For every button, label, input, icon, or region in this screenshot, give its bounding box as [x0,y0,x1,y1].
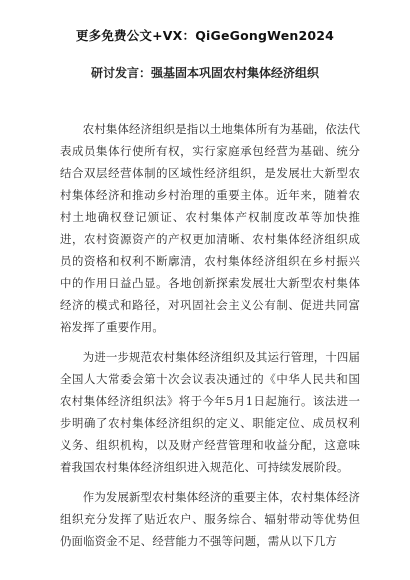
paragraph-2: 为进一步规范农村集体经济组织及其运行管理，十四届全国人大常委会第十次会议表决通过的《中华人民共和国农村集体经济组织法》将于今年5月1日起施行。该法进一步明确了农村集体经济组织的定义、职能定位、成员权利义务、组织机构，以及财产经营管理和收益分配，这意味着我国农村集体经济组织进入规范化、可持续发展阶段。 [60,350,360,474]
paragraph-3: 作为发展新型农村集体经济的重要主体，农村集体经济组织充分发挥了贴近农户、服务综合、辐射带动等优势但仍面临资金不足、经营能力不强等问题，需从以下几方 [60,490,360,548]
paragraph-1: 农村集体经济组织是指以土地集体所有为基础，依法代表成员集体行使所有权，实行家庭承包经营为基础、统分结合双层经营体制的区域性经济组织，是发展壮大新型农村集体经济和推动乡村治理的重要主体。近年来，随着农村土地确权登记颁证、农村集体产权制度改革等加快推进，农村资源资产的产权更加清晰、农村集体经济组织成员的资格和权利不断廓清，农村集体经济组织在乡村振兴中的作用日益凸显。各地创新探索发展壮大新型农村集体经济的模式和路径，对巩固社会主义公有制、促进共同富裕发挥了重要作用。 [60,122,360,334]
promo-header-note: 更多免费公文+VX：QiGeGongWen2024 [75,28,335,43]
document-body [60,118,360,555]
document-title: 研讨发言：强基固本巩固农村集体经济组织 [90,66,319,80]
